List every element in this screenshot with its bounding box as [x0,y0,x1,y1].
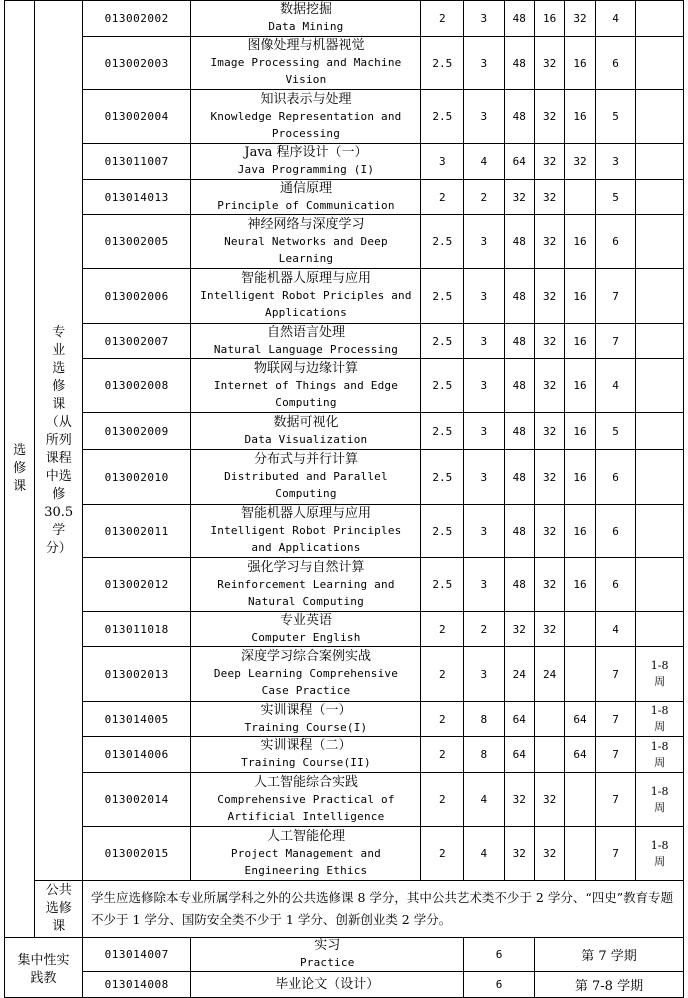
course-name-en: Training Course(I) [244,720,368,734]
course-semester: 4 [595,359,636,413]
practice-name-en: Practice [299,956,355,969]
course-weekly-hours: 3 [464,359,505,413]
course-semester: 7 [595,737,636,773]
course-note [636,359,684,413]
course-lab-hours: 64 [565,737,595,773]
course-name-cell [191,324,421,359]
course-row [5,359,684,413]
course-name-cell [191,773,421,827]
course-name-zh: 知识表示与处理 [260,91,352,107]
course-row [5,37,684,90]
course-weekly-hours: 8 [464,737,505,773]
course-code: 013002013 [83,647,191,702]
course-name-en: Intelligent Robot Principles and Applications [210,524,402,554]
course-credits: 3 [421,144,464,180]
practice-credits: 6 [464,938,535,972]
course-code: 013014005 [83,702,191,737]
course-name-en: Project Management and Engineering Ethics [230,846,382,877]
course-table [4,0,684,998]
course-total-hours: 48 [504,324,534,359]
public-elective-label-line: 公共 [45,883,72,898]
course-name-cell [191,413,421,450]
course-name-zh: 物联网与边缘计算 [253,360,358,376]
practice-name-cell [191,972,464,998]
course-lecture-hours: 32 [534,269,564,324]
course-name-cell [191,359,421,413]
course-weekly-hours: 3 [464,37,505,90]
course-lecture-hours [534,702,564,737]
course-row [5,827,684,881]
course-semester: 7 [595,702,636,737]
course-weekly-hours: 4 [464,827,505,881]
course-credits: 2.5 [421,359,464,413]
course-note [636,702,684,737]
course-total-hours: 64 [504,737,534,773]
course-name-en: Distributed and Parallel Computing [224,470,388,500]
course-name-zh: 图像处理与机器视觉 [247,38,365,53]
course-code: 013002004 [83,90,191,144]
practice-name-cell [191,938,464,972]
course-semester: 7 [595,269,636,324]
course-name-zh: 自然语言处理 [266,324,345,340]
course-weekly-hours: 3 [464,647,505,702]
course-note-text: 1-8 周 [650,838,669,868]
course-name-en: Data Mining [268,20,344,33]
course-lab-hours [565,647,595,702]
course-note [636,773,684,827]
subcategory-label-line: 所列 [45,432,72,448]
course-note [636,90,684,144]
course-note [636,737,684,773]
practice-label: 集中性实践教 [17,953,70,986]
course-name-zh: 实训课程（二） [260,738,352,753]
course-credits: 2 [421,737,464,773]
course-name-en: Natural Language Processing [213,342,399,356]
subcategory-label-line: 课 [52,396,66,412]
course-semester: 5 [595,90,636,144]
course-name-cell [191,558,421,612]
course-semester: 7 [595,773,636,827]
course-note [636,180,684,215]
course-total-hours: 32 [504,827,534,881]
practice-semester: 第 7-8 学期 [534,972,683,998]
course-note [636,647,684,702]
subcategory-label-line: 修 [52,486,66,502]
course-code: 013002015 [83,827,191,881]
course-note-text: 1-8 周 [650,784,669,814]
course-name-cell [191,269,421,324]
course-credits: 2 [421,702,464,737]
course-code: 013002011 [83,505,191,558]
course-lecture-hours: 16 [534,1,564,37]
course-name-zh: 强化学习与自然计算 [247,559,365,575]
course-name-en: Neural Networks and Deep Learning [224,234,388,265]
course-row [5,505,684,558]
course-lab-hours [565,180,595,215]
course-code: 013011007 [83,144,191,180]
course-lecture-hours: 32 [534,90,564,144]
course-code: 013002006 [83,269,191,324]
course-lecture-hours: 32 [534,413,564,450]
course-row [5,558,684,612]
course-name-zh: Java 程序设计（一） [244,145,368,160]
course-weekly-hours: 3 [464,269,505,324]
course-weekly-hours: 3 [464,215,505,269]
course-weekly-hours: 3 [464,1,505,37]
course-lab-hours: 16 [565,37,595,90]
course-name-zh: 智能机器人原理与应用 [240,271,371,286]
course-note [636,215,684,269]
course-credits: 2.5 [421,90,464,144]
course-semester: 5 [595,180,636,215]
course-total-hours: 48 [504,269,534,324]
course-weekly-hours: 3 [464,413,505,450]
course-name-en: Image Processing and Machine Vision [210,56,402,86]
course-name-cell [191,647,421,702]
course-credits: 2.5 [421,37,464,90]
course-lecture-hours: 32 [534,324,564,359]
course-note-text: 1-8 周 [650,739,669,769]
course-row [5,647,684,702]
course-weekly-hours: 4 [464,144,505,180]
course-total-hours: 48 [504,450,534,505]
course-name-zh: 人工智能伦理 [266,828,345,844]
course-credits: 2.5 [421,269,464,324]
course-name-zh: 专业英语 [279,612,332,628]
course-note [636,413,684,450]
course-name-zh: 实训课程（一） [260,702,352,718]
course-code: 013002005 [83,215,191,269]
course-name-cell [191,1,421,37]
course-total-hours: 48 [504,413,534,450]
course-total-hours: 48 [504,558,534,612]
course-code: 013014013 [83,180,191,215]
course-credits: 2 [421,773,464,827]
course-row [5,180,684,215]
course-note [636,558,684,612]
subcategory-label-line: 修 [52,378,66,394]
course-lecture-hours: 32 [534,144,564,180]
course-name-cell [191,450,421,505]
course-credits: 2.5 [421,450,464,505]
practice-row [5,972,684,998]
course-lecture-hours: 32 [534,359,564,413]
public-elective-text: 学生应选修除本专业所属学科之外的公共选修课 8 学分，其中公共艺术类不少于 2 学分、“四史”教育专题不少于 1 学分、国防安全类不少于 1 学分、创新创业类 2 学分。 [83,881,684,938]
public-elective-label-line: 选修 [45,901,72,916]
course-lab-hours: 16 [565,359,595,413]
course-row [5,450,684,505]
course-row [5,144,684,180]
course-total-hours: 24 [504,647,534,702]
course-weekly-hours: 3 [464,505,505,558]
course-note [636,324,684,359]
course-name-en: Internet of Things and Edge Computing [213,378,399,409]
course-credits: 2 [421,827,464,881]
course-total-hours: 48 [504,505,534,558]
public-elective-label-cell [35,881,83,938]
course-name-cell [191,215,421,269]
course-semester: 7 [595,827,636,881]
course-semester: 4 [595,612,636,647]
practice-label-cell [5,938,83,998]
subcategory-label-line: 选 [52,360,66,376]
course-name-en: Training Course(II) [241,756,371,769]
course-name-cell [191,90,421,144]
course-lab-hours: 32 [565,144,595,180]
course-name-zh: 智能机器人原理与应用 [240,506,371,521]
practice-credits: 6 [464,972,535,998]
course-name-en: Computer English [251,630,361,644]
course-name-zh: 通信原理 [279,180,332,196]
course-semester: 6 [595,37,636,90]
course-lab-hours [565,773,595,827]
course-code: 013002003 [83,37,191,90]
course-note [636,450,684,505]
practice-row [5,938,684,972]
course-lab-hours: 16 [565,215,595,269]
course-name-en: Knowledge Representation and Processing [210,109,402,140]
course-name-cell [191,144,421,180]
course-name-zh: 人工智能综合实践 [253,774,358,790]
course-total-hours: 32 [504,180,534,215]
course-credits: 2 [421,647,464,702]
course-note [636,144,684,180]
course-code: 013002002 [83,1,191,37]
course-row [5,773,684,827]
course-lab-hours: 16 [565,505,595,558]
course-lecture-hours: 32 [534,180,564,215]
course-code: 013002008 [83,359,191,413]
course-name-zh: 深度学习综合案例实战 [240,649,371,664]
course-name-zh: 数据可视化 [273,414,339,430]
practice-code: 013014008 [83,972,191,998]
course-note [636,1,684,37]
course-semester: 7 [595,324,636,359]
course-credits: 2.5 [421,413,464,450]
course-credits: 2 [421,180,464,215]
course-name-cell [191,505,421,558]
course-row [5,702,684,737]
course-weekly-hours: 3 [464,558,505,612]
course-semester: 6 [595,558,636,612]
course-lecture-hours: 32 [534,505,564,558]
course-name-en: Reinforcement Learning and Natural Computing [217,577,395,608]
course-name-cell [191,612,421,647]
subcategory-label-line: 专 [52,324,66,340]
course-note-text: 1-8 周 [650,659,669,688]
course-code: 013011018 [83,612,191,647]
subcategory-label-line: 分） [45,540,72,556]
course-lab-hours: 16 [565,450,595,505]
course-lab-hours [565,827,595,881]
course-total-hours: 48 [504,215,534,269]
course-semester: 3 [595,144,636,180]
course-total-hours: 48 [504,1,534,37]
course-name-en: Intelligent Robot Priciples and Applications [200,289,412,319]
course-note [636,827,684,881]
course-semester: 7 [595,647,636,702]
course-code: 013002012 [83,558,191,612]
course-total-hours: 64 [504,702,534,737]
course-row [5,1,684,37]
course-weekly-hours: 4 [464,773,505,827]
course-lab-hours: 16 [565,558,595,612]
course-note-text: 1-8 周 [650,704,669,733]
course-code: 013014006 [83,737,191,773]
course-weekly-hours: 8 [464,702,505,737]
public-elective-label-line: 课 [52,919,66,934]
course-code: 013002014 [83,773,191,827]
course-name-cell [191,180,421,215]
course-name-zh: 数据挖掘 [279,2,332,17]
course-lecture-hours: 32 [534,773,564,827]
course-weekly-hours: 2 [464,612,505,647]
course-row [5,737,684,773]
subcategory-label-line: 学 [52,522,66,538]
course-credits: 2.5 [421,505,464,558]
course-lecture-hours: 32 [534,558,564,612]
course-weekly-hours: 3 [464,324,505,359]
course-credits: 2.5 [421,558,464,612]
course-total-hours: 32 [504,773,534,827]
course-row [5,90,684,144]
course-name-en: Data Visualization [244,432,368,446]
course-row [5,612,684,647]
course-table-body [5,1,684,998]
course-total-hours: 48 [504,90,534,144]
course-lab-hours: 16 [565,324,595,359]
course-name-en: Comprehensive Practical of Artificial Intelligence [217,792,395,823]
subcategory-cell [35,1,83,881]
category-label: 选修课 [13,443,27,494]
course-name-cell [191,702,421,737]
course-note [636,505,684,558]
public-elective-row [5,881,684,938]
course-semester: 4 [595,1,636,37]
course-lecture-hours [534,737,564,773]
course-row [5,269,684,324]
course-credits: 2.5 [421,215,464,269]
practice-code: 013014007 [83,938,191,972]
course-name-en: Principle of Communication [217,198,395,212]
course-lecture-hours: 32 [534,37,564,90]
course-weekly-hours: 2 [464,180,505,215]
course-semester: 6 [595,215,636,269]
course-credits: 2 [421,612,464,647]
course-code: 013002010 [83,450,191,505]
course-name-zh: 神经网络与深度学习 [247,216,365,232]
course-name-en: Deep Learning Comprehensive Case Practice [213,667,399,697]
course-semester: 6 [595,450,636,505]
practice-semester: 第 7 学期 [534,938,683,972]
course-lecture-hours: 32 [534,612,564,647]
subcategory-label-line: 业 [52,342,66,358]
course-row [5,413,684,450]
course-semester: 6 [595,505,636,558]
course-note [636,37,684,90]
course-name-cell [191,737,421,773]
course-lecture-hours: 24 [534,647,564,702]
course-name-en: Java Programming (I) [237,163,375,176]
course-row [5,215,684,269]
course-lab-hours: 16 [565,413,595,450]
subcategory-label-line: （从 [45,414,72,430]
course-total-hours: 48 [504,359,534,413]
course-lecture-hours: 32 [534,215,564,269]
course-total-hours: 48 [504,37,534,90]
course-lab-hours: 16 [565,90,595,144]
course-lab-hours: 64 [565,702,595,737]
course-name-cell [191,37,421,90]
course-lecture-hours: 32 [534,450,564,505]
practice-name-zh: 毕业论文（设计） [275,976,380,992]
course-lecture-hours: 32 [534,827,564,881]
course-credits: 2.5 [421,324,464,359]
course-weekly-hours: 3 [464,450,505,505]
course-total-hours: 64 [504,144,534,180]
subcategory-label-line: 课程 [45,450,72,466]
course-row [5,324,684,359]
course-lab-hours [565,612,595,647]
course-note [636,269,684,324]
practice-name-zh: 实习 [314,938,341,953]
course-lab-hours: 16 [565,269,595,324]
course-note [636,612,684,647]
course-name-zh: 分布式与并行计算 [253,452,358,467]
course-name-cell [191,827,421,881]
subcategory-label-line: 30.5 [44,504,74,520]
course-total-hours: 32 [504,612,534,647]
subcategory-label-line: 中选 [45,468,72,484]
course-credits: 2 [421,1,464,37]
course-code: 013002009 [83,413,191,450]
category-cell [5,1,35,938]
course-semester: 5 [595,413,636,450]
course-lab-hours: 32 [565,1,595,37]
course-weekly-hours: 3 [464,90,505,144]
course-code: 013002007 [83,324,191,359]
